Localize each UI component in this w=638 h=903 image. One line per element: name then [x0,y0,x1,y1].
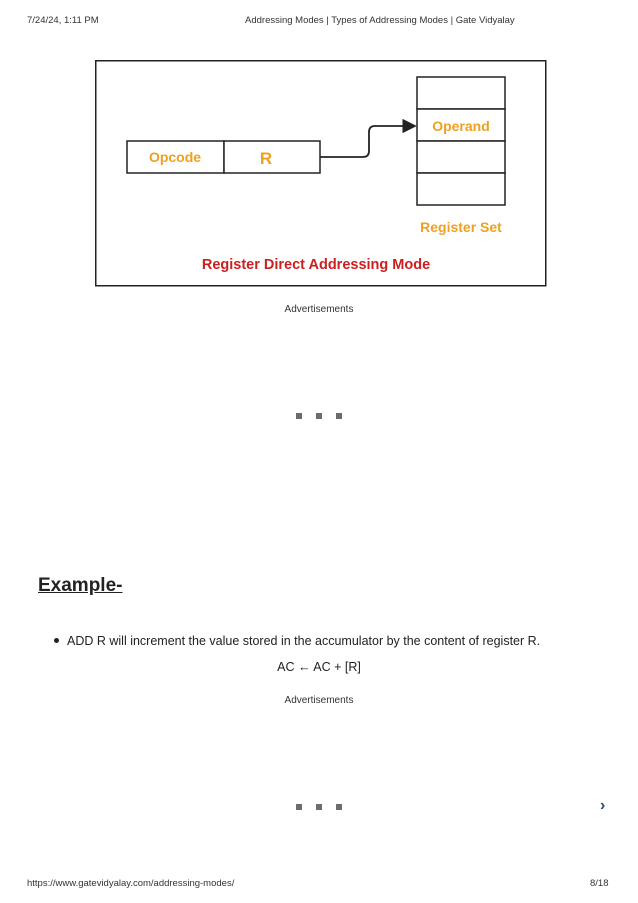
print-datetime: 7/24/24, 1:11 PM [27,15,99,26]
formula: AC ← AC + [R] [277,660,361,674]
loading-dot [316,413,322,419]
bullet-icon [54,638,59,643]
loading-dot [316,804,322,810]
print-url: https://www.gatevidyalay.com/addressing-modes/ [27,878,235,889]
example-heading: Example- [38,575,123,596]
opcode-label: Opcode [148,149,202,165]
example-bullet [54,634,540,648]
diagram-caption: Register Direct Addressing Mode [201,257,431,273]
print-page-number: 8/18 [590,878,609,889]
loading-dot [296,413,302,419]
register-set-label: Register Set [420,219,502,235]
r-label: R [259,149,273,168]
register-direct-addressing-diagram [95,60,547,288]
loading-dot [336,413,342,419]
ad-loading-indicator-2 [0,804,638,810]
advertisements-label-1: Advertisements [284,304,354,315]
chevron-right-icon[interactable]: › [600,797,606,814]
ad-loading-indicator-1 [0,413,638,419]
register-cell-4 [417,173,505,205]
loading-dot [296,804,302,810]
register-cell-1 [417,77,505,109]
loading-dot [336,804,342,810]
advertisements-label-2: Advertisements [284,695,354,706]
operand-label: Operand [432,118,490,134]
register-cell-3 [417,141,505,173]
example-bullet-text: ADD R will increment the value stored in the accumulator by the content of register R. [67,634,541,648]
print-page-title: Addressing Modes | Types of Addressing Modes | Gate Vidyalay [245,15,515,26]
